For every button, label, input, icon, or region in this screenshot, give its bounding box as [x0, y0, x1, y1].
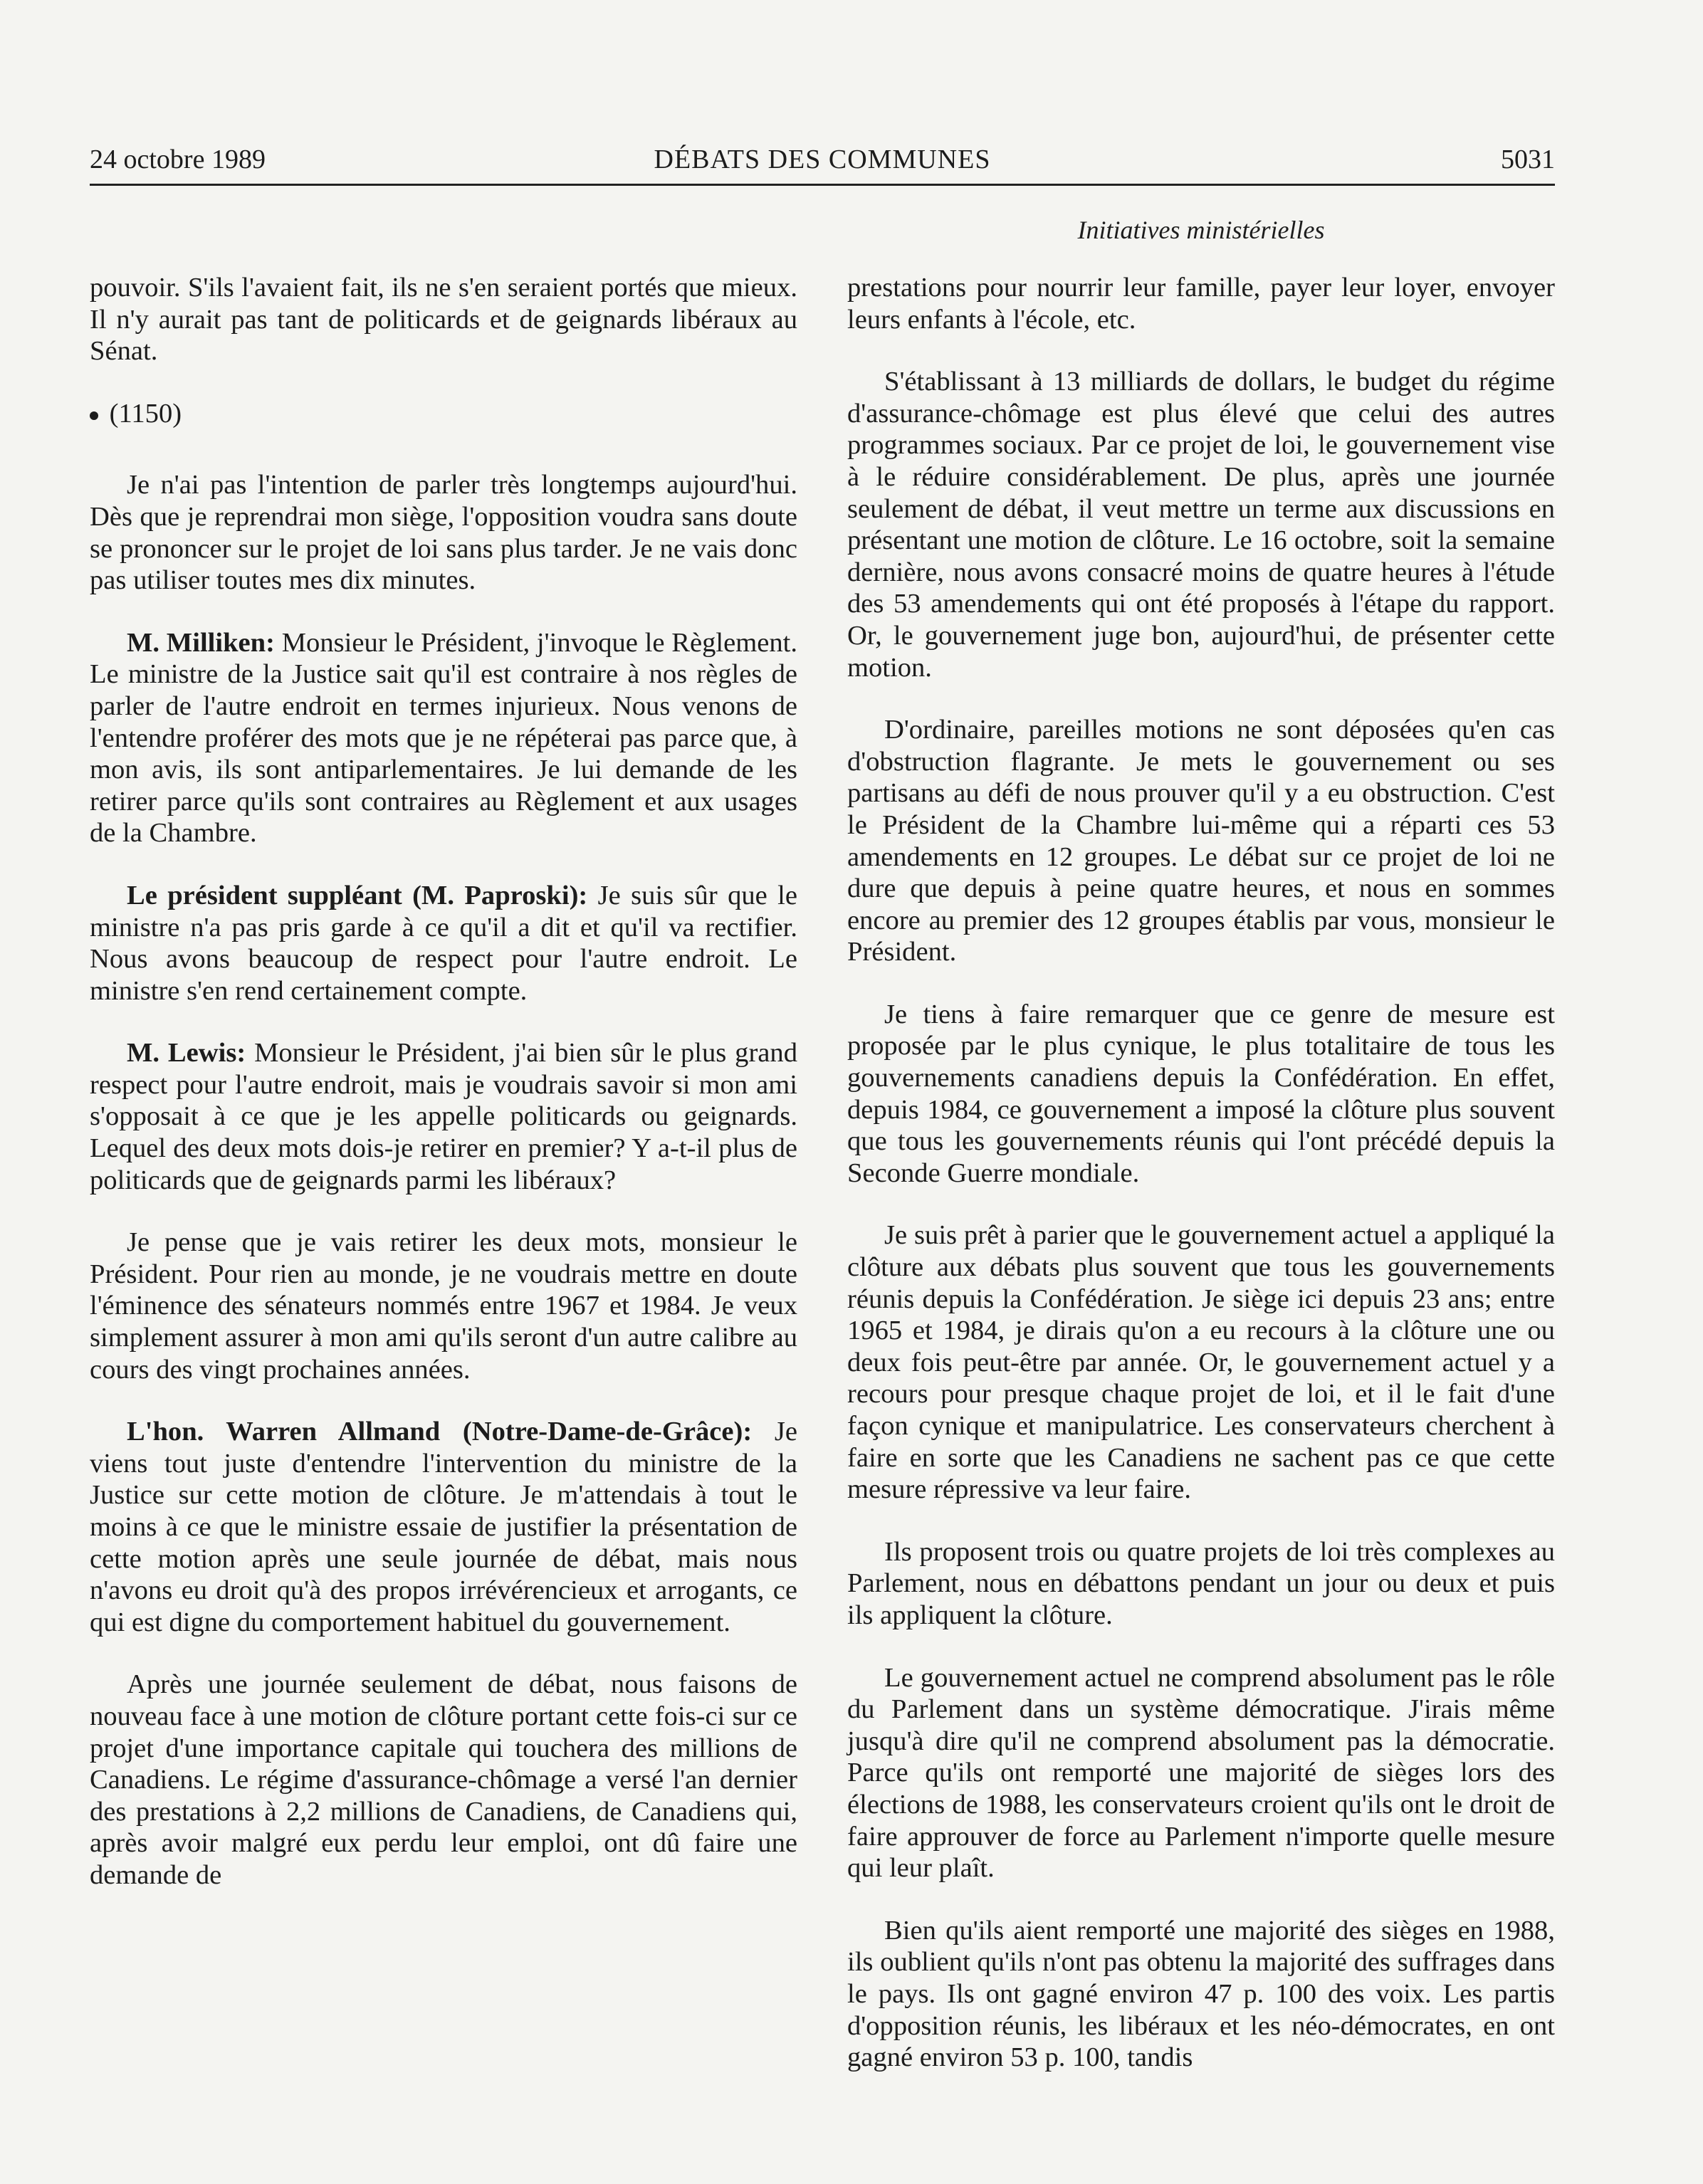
- paragraph: Après une journée seulement de débat, nous faisons de nouveau face à une motion de clôture portant cette fois-ci sur ce projet d'une importance capitale qui touchera des millions de Canadiens. Le régime d'assurance-chômage a versé l'an dernier des prestations à 2,2 millions de Canadiens, de Canadiens qui, après avoir malgré eux perdu leur emploi, ont dû faire une demande de: [90, 1669, 797, 1890]
- paragraph: Bien qu'ils aient remporté une majorité des sièges en 1988, ils oublient qu'ils n'ont pas obtenu la majorité des suffrages dans le pays. Ils ont gagné environ 47 p. 100 des voix. Les partis d'opposition réunis, les libéraux et les néo-démocrates, en ont gagné environ 53 p. 100, tandis: [847, 1915, 1555, 2073]
- bullet-icon: [90, 411, 98, 420]
- right-column: [847, 272, 1555, 2104]
- left-column: [90, 272, 797, 1922]
- header-page-number: 5031: [1501, 145, 1555, 174]
- page-header: [90, 140, 1555, 186]
- header-title: DÉBATS DES COMMUNES: [654, 145, 991, 174]
- paragraph: [90, 1416, 797, 1638]
- speaker-name: M. Lewis:: [127, 1038, 246, 1069]
- paragraph: D'ordinaire, pareilles motions ne sont déposées qu'en cas d'obstruction flagrante. Je mets le gouvernement ou ses partisans au défi de nous prouver qu'il y a eu obstruction. C'est le Président de la Chambre lui-même qui a réparti ces 53 amendements en 12 groupes. Le débat sur ce projet de loi ne dure que depuis à peine quatre heures, et nous en sommes encore au premier des 12 groupes établis par vous, monsieur le Président.: [847, 715, 1555, 967]
- header-date: 24 octobre 1989: [90, 145, 266, 174]
- paragraph: prestations pour nourrir leur famille, payer leur loyer, envoyer leurs enfants à l'école, etc.: [847, 273, 1555, 335]
- speaker-name: L'hon. Warren Allmand (Notre-Dame-de-Grâce):: [127, 1417, 753, 1447]
- time-marker: [90, 398, 797, 430]
- paragraph: [90, 1037, 797, 1196]
- paragraph: Je n'ai pas l'intention de parler très longtemps aujourd'hui. Dès que je reprendrai mon siège, l'opposition voudra sans doute se prononcer sur le projet de loi sans plus tarder. Je ne vais donc pas utiliser toutes mes dix minutes.: [90, 470, 797, 596]
- paragraph: [90, 880, 797, 1007]
- paragraph: Je suis prêt à parier que le gouvernement actuel a appliqué la clôture aux débats plus souvent que tous les gouvernements réunis depuis la Confédération. Je siège ici depuis 23 ans; entre 1965 et 1984, je dirais qu'on a eu recours à la clôture une ou deux fois peut-être par année. Or, le gouvernement actuel y a recours pour presque chaque projet de loi, et il le fait d'une façon cynique et manipulatrice. Les conservateurs cherchent à faire en sorte que les Canadiens ne sachent pas ce que cette mesure répressive va leur faire.: [847, 1220, 1555, 1505]
- speech-text: Monsieur le Président, j'ai bien sûr le plus grand respect pour l'autre endroit, mais je voudrais savoir si mon ami s'opposait à ce que je les appelle politicards ou geignards. Lequel des deux mots dois-je retirer en premier? Y a-t-il plus de politicards que de geignards parmi les libéraux?: [90, 1038, 797, 1195]
- paragraph: Ils proposent trois ou quatre projets de loi très complexes au Parlement, nous en débattons pendant un jour ou deux et puis ils appliquent la clôture.: [847, 1536, 1555, 1630]
- section-title: Initiatives ministérielles: [1077, 216, 1325, 244]
- paragraph: Le gouvernement actuel ne comprend absolument pas le rôle du Parlement dans un système démocratique. J'irais même jusqu'à dire qu'il ne comprend absolument pas la démocratie. Parce qu'ils ont remporté une majorité de sièges lors des élections de 1988, les conservateurs croient qu'ils ont le droit de faire approuver de force au Parlement n'importe quelle mesure qui leur plaît.: [847, 1662, 1555, 1884]
- paragraph: S'établissant à 13 milliards de dollars, le budget du régime d'assurance-chômage est plus élevé que celui des autres programmes sociaux. Par ce projet de loi, le gouvernement vise à le réduire considérablement. De plus, après une journée seulement de débat, il veut mettre un terme aux discussions en présentant une motion de clôture. Le 16 octobre, soit la semaine dernière, nous avons consacré moins de quatre heures à l'étude des 53 amendements qui ont été proposés à l'étape du rapport. Or, le gouvernement juge bon, aujourd'hui, de présenter cette motion.: [847, 367, 1555, 683]
- speech-text: Je suis sûr que le ministre n'a pas pris garde à ce qu'il a dit et qu'il va rectifier. Nous avons beaucoup de respect pour l'autre endroit. Le ministre s'en rend certainement compte.: [90, 880, 797, 1006]
- speech-text: Monsieur le Président, j'invoque le Règlement. Le ministre de la Justice sait qu'il est contraire à nos règles de parler de l'autre endroit en termes injurieux. Nous venons de l'entendre proférer des mots que je ne répéterai pas parce que, à mon avis, ils sont antiparlementaires. Je lui demande de les retirer parce qu'ils sont contraires au Règlement et aux usages de la Chambre.: [90, 627, 798, 849]
- speaker-name: M. Milliken:: [127, 627, 275, 658]
- paragraph: pouvoir. S'ils l'avaient fait, ils ne s'en seraient portés que mieux. Il n'y aurait pas tant de politicards et de geignards libéraux au Sénat.: [90, 273, 797, 367]
- speaker-name: Le président suppléant (M. Paproski):: [127, 880, 588, 910]
- time-marker-text: (1150): [109, 398, 182, 429]
- paragraph: [90, 627, 797, 849]
- paragraph: Je tiens à faire remarquer que ce genre de mesure est proposée par le plus cynique, le plus totalitaire de tous les gouvernements canadiens depuis la Confédération. En effet, depuis 1984, ce gouvernement a imposé la clôture plus souvent que tous les gouvernements réunis qui l'ont précédé depuis la Seconde Guerre mondiale.: [847, 999, 1555, 1188]
- speech-text: Je viens tout juste d'entendre l'intervention du ministre de la Justice sur cette motion de clôture. Je m'attendais à tout le moins à ce que le ministre essaie de justifier la présentation de cette motion après une seule journée de débat, mais nous n'avons eu droit qu'à des propos irrévérencieux et arrogants, ce qui est digne du comportement habituel du gouvernement.: [90, 1417, 797, 1637]
- paragraph: Je pense que je vais retirer les deux mots, monsieur le Président. Pour rien au monde, je ne voudrais mettre en doute l'éminence des sénateurs nommés entre 1967 et 1984. Je veux simplement assurer à mon ami qu'ils seront d'un autre calibre au cours des vingt prochaines années.: [90, 1227, 797, 1385]
